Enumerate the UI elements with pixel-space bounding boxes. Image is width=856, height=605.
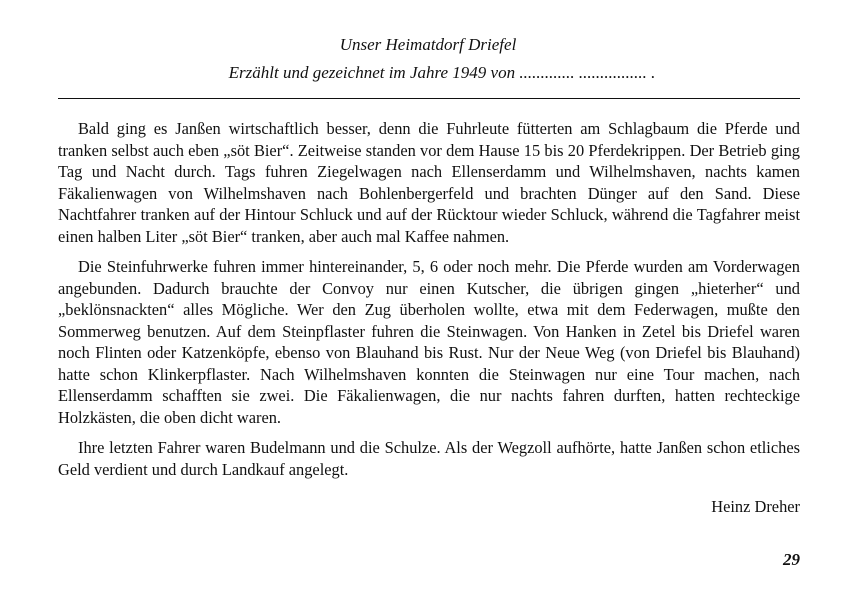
page-header-title: Unser Heimatdorf Driefel xyxy=(339,35,517,54)
page-number: 29 xyxy=(783,550,800,569)
paragraph: Ihre letzten Fahrer waren Budelmann und die Schulze. Als der Wegzoll aufhörte, hatte Janßen schon etliches Geld verdient und durch Landkauf angelegt. xyxy=(58,438,800,479)
paragraph: Bald ging es Janßen wirtschaftlich besser, denn die Fuhrleute fütterten am Schlagbaum die Pferde und tranken selbst auch eben „söt Bier“. Zeitweise standen vor dem Hause 15 bis 20 Pferdekrippen. Der Betrieb ging Tag und Nacht durch. Tags fuhren Ziegelwagen nach Ellenserdamm und Wilhelmshaven, nachts kamen Fäkalienwagen von Wilhelmshaven nach Bohlenbergerfeld und brachten Dünger auf den Sand. Diese Nachtfahrer tranken auf der Hintour Schluck und auf der Rücktour wieder Schluck, während die Tagfahrer meist einen halben Liter „söt Bier“ tranken, aber auch mal Kaffee nahmen. xyxy=(58,119,800,246)
article-body xyxy=(58,118,800,489)
paragraph: Die Steinfuhrwerke fuhren immer hintereinander, 5, 6 oder noch mehr. Die Pferde wurden am Vorderwagen angebunden. Dadurch brauchte der Convoy nur einen Kutscher, die übrigen gingen „hieterher“ und „beklönsnackten“ alles Mögliche. Wer den Zug überholen wollte, etwa mit dem Federwagen, mußte den Sommerweg benutzen. Auf dem Steinpflaster fuhren die Steinwagen. Von Hanken in Zetel bis Driefel waren noch Flinten oder Katzenköpfe, ebenso von Blauhand bis Rust. Nur der Neue Weg (von Driefel bis Blauhand) hatte schon Klinkerpflaster. Nach Wilhelmshaven konnten die Steinwagen nur eine Tour machen, nach Ellenserdamm schafften sie zwei. Die Fäkalienwagen, die nur nachts fahren durften, hatten rechteckige Holzkästen, die oben dicht waren. xyxy=(58,257,800,427)
author-name: Heinz Dreher xyxy=(711,497,800,516)
page-header-subtitle: Erzählt und gezeichnet im Jahre 1949 von ............. ................ . xyxy=(228,63,656,82)
header-rule xyxy=(58,98,800,99)
